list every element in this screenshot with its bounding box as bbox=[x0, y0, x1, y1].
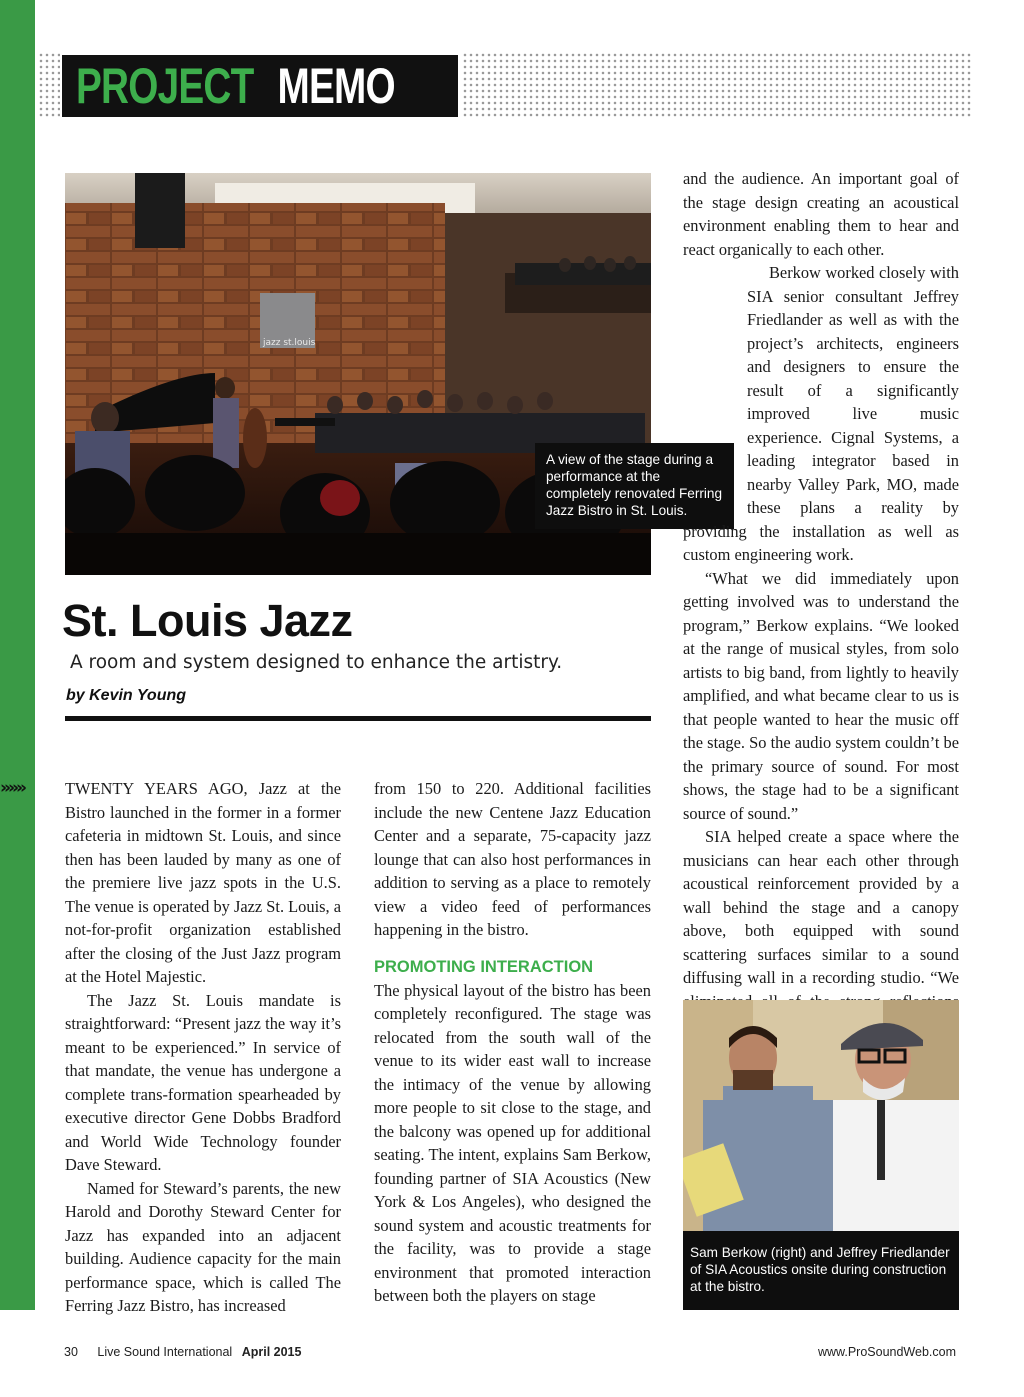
section-label bbox=[62, 55, 458, 117]
column-3 bbox=[683, 167, 959, 1060]
green-side-bar bbox=[0, 0, 35, 1310]
section-label-white: MEMO bbox=[277, 58, 396, 114]
col3-paragraph: and the audience. An important goal of the stage design creating an acoustical environment enabling them to hear and react organically to each other. bbox=[683, 169, 959, 259]
team-photo-illustration bbox=[683, 1000, 959, 1231]
caption-wrap-space bbox=[683, 425, 747, 519]
venue-sign-text: jazz st.louis bbox=[263, 338, 316, 348]
col2-paragraph: The physical layout of the bistro has been completely reconfigured. The stage was relocated from the south wall of the venue to its wider east wall to increase the intimacy of the venue by allowing more people to sit close to the stage, and the balcony was opened up for additional seating. The intent, explains Sam Berkow, founding partner of SIA Acoustics (New York & Los Angeles), who designed the sound system and acoustic treatments for the facility, was to provide a stage environment that promoted interaction between both the players on stage bbox=[374, 980, 651, 1305]
footer-left bbox=[64, 1345, 301, 1359]
article-subhead: A room and system designed to enhance the artistry. bbox=[70, 652, 563, 673]
website-link[interactable]: www.ProSoundWeb.com bbox=[817, 1345, 956, 1359]
publication-name: Live Sound International bbox=[97, 1345, 233, 1359]
column-1 bbox=[65, 777, 341, 1318]
stage-photo-caption: A view of the stage during a performance at the completely renovated Ferring Jazz Bistro in St. Louis. bbox=[535, 443, 734, 529]
article-byline: by Kevin Young bbox=[66, 687, 187, 704]
section-label-green: PROJECT bbox=[76, 58, 254, 114]
issue-date: April 2015 bbox=[241, 1345, 302, 1359]
col3-paragraph: Berkow worked closely with SIA senior consultant Jeffrey Friedlander as well as with the project’s architects, engineers and designers to ensure the result of a significantly improved live music experience. Cignal Systems, a leading integrator based in nearby Valley Park, MO, made these plans a reality by providing the installation as well as custom engineering work. bbox=[683, 263, 959, 564]
col1-paragraph: TWENTY YEARS AGO, Jazz at the Bistro launched in the former in a former cafeteria in midtown St. Louis, and since then has been lauded by many as one of the premiere live jazz spots in the U.S. The venue is operated by Jazz St. Louis, a not-for-profit organization established after the closing of the Just Jazz program at the Hotel Majestic. bbox=[65, 779, 341, 986]
lead-arrow-icon: ›››››› bbox=[0, 778, 25, 798]
column-2 bbox=[374, 777, 651, 1308]
page-number: 30 bbox=[64, 1345, 78, 1359]
article-headline: St. Louis Jazz bbox=[62, 595, 353, 646]
dot-pattern-right bbox=[462, 52, 972, 118]
col3-paragraph: SIA helped create a space where the musicians can hear each other through acoustical reinforcement provided by a wall behind the stage and a canopy above, both equipped with sound scattering surfaces similar to a sound diffusing wall in a recording studio. “We bbox=[683, 827, 959, 987]
team-photo bbox=[683, 1000, 959, 1231]
col1-paragraph: Named for Steward’s parents, the new Harold and Dorothy Steward Center for Jazz has expanded into an adjacent building. Audience capacity for the main performance space, which is called The Ferring Jazz Bistro, has increased bbox=[65, 1178, 341, 1315]
team-photo-caption: Sam Berkow (right) and Jeffrey Friedlander of SIA Acoustics onsite during construction at the bistro. bbox=[683, 1231, 959, 1310]
section-label-text bbox=[76, 58, 411, 114]
dot-pattern-left bbox=[38, 52, 60, 118]
section-heading: PROMOTING INTERACTION bbox=[374, 957, 594, 976]
headline-rule bbox=[65, 716, 651, 721]
col2-paragraph: from 150 to 220. Additional facilities include the new Centene Jazz Education Center and a separate, 75-capacity jazz lounge that can also host performances in addition to serving as a place to remotely view a video feed of performances happening in the bistro. bbox=[374, 779, 651, 939]
col1-paragraph: The Jazz St. Louis mandate is straightforward: “Present jazz the way it’s meant to be experienced.” In service of that mandate, the venue has undergone a complete trans-formation spearheaded by executive director Gene Dobbs Bradford and World Wide Technology founder Dave Steward. bbox=[65, 990, 341, 1174]
col3-paragraph: “What we did immediately upon getting involved was to understand the program,” Berkow explains. “We looked at the range of musical styles, from solo artists to big band, from lightly to heavily amplified, and what became clear to us is that people wanted to hear the music off the stage. So the audio system couldn’t be the primary source of sound. For most shows, the stage had to be a significant source of sound.” bbox=[683, 568, 959, 823]
